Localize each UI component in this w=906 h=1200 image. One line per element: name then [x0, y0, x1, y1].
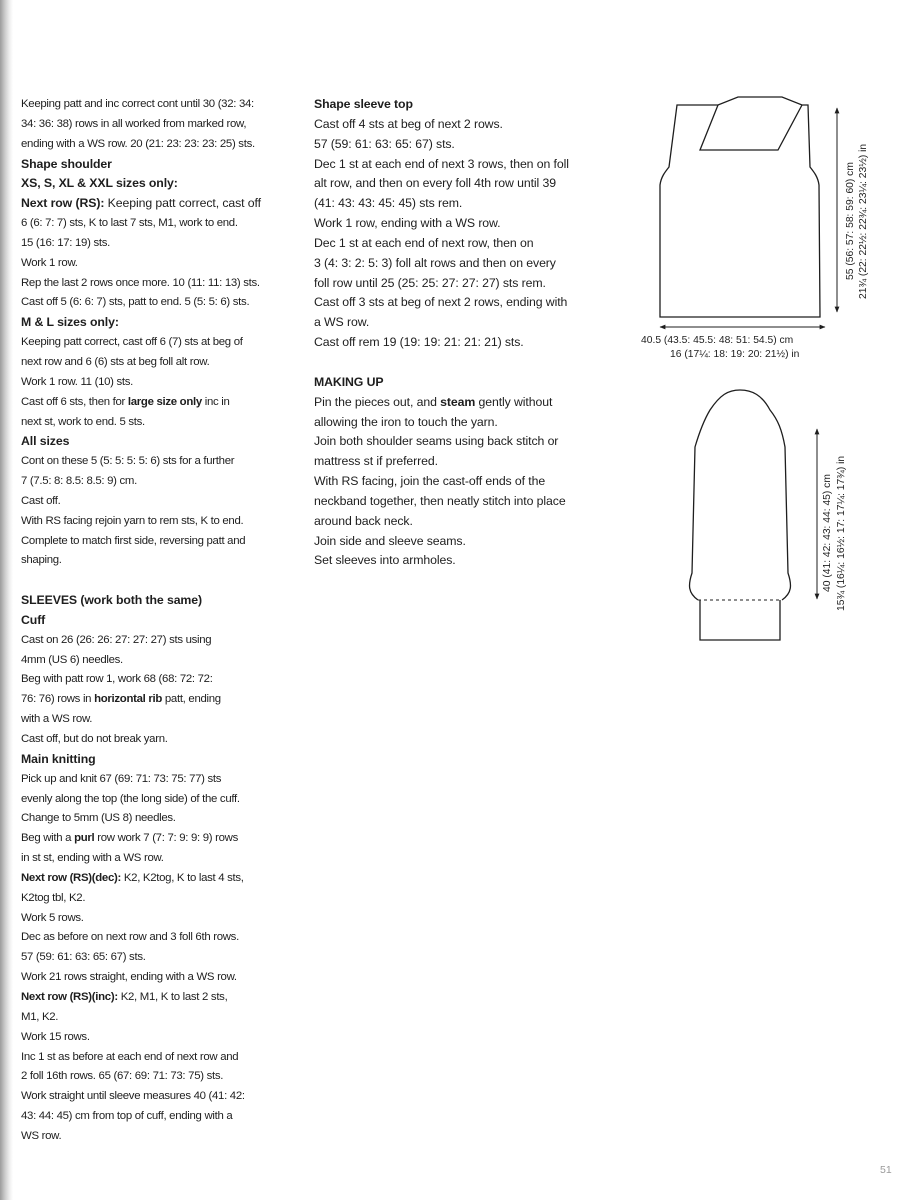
text-line: Rep the last 2 rows once more. 10 (11: 11: 13) sts.	[21, 276, 260, 289]
text-column-middle	[314, 95, 614, 571]
text-line: Keeping patt and inc correct cont until 30 (32: 34:	[21, 98, 254, 110]
all-sizes-heading: All sizes	[21, 434, 70, 449]
neckline	[700, 105, 802, 150]
text-line: Dec 1 st at each end of next 3 rows, then on foll	[314, 156, 569, 171]
next-row-inc-line	[21, 988, 299, 1008]
text-line: 57 (59: 61: 63: 65: 67) sts.	[314, 136, 455, 151]
text-line: allowing the iron to touch the yarn.	[314, 414, 498, 429]
text-span: Cast off 6 sts, then for	[21, 395, 128, 408]
page-number: 51	[880, 1164, 892, 1176]
sleeve-cap-and-body	[690, 390, 791, 600]
text-line: ending with a WS row. 20 (21: 23: 23: 23: 25) sts.	[21, 137, 255, 150]
next-row-inc-label: Next row (RS)(inc):	[21, 990, 118, 1003]
next-row-dec-line	[21, 869, 299, 889]
text-span: Beg with a	[21, 832, 75, 845]
shape-shoulder-heading: Shape shoulder	[21, 156, 112, 171]
text-line: WS row.	[21, 1129, 62, 1142]
text-line: next st, work to end. 5 sts.	[21, 415, 145, 428]
text-span: patt, ending	[162, 693, 221, 706]
text-line: Work 15 rows.	[21, 1030, 90, 1043]
shape-sleeve-top-heading: Shape sleeve top	[314, 97, 413, 111]
text-line: in st st, ending with a WS row.	[21, 852, 164, 865]
text-line: (41: 43: 43: 45: 45) sts rem.	[314, 196, 463, 211]
text-line: Pick up and knit 67 (69: 71: 73: 75: 77) sts	[21, 772, 222, 785]
text-line: 3 (4: 3: 2: 5: 3) foll alt rows and then on every	[314, 255, 556, 270]
text-line: Join side and sleeve seams.	[314, 533, 466, 548]
text-line: 15 (16: 17: 19) sts.	[21, 236, 110, 249]
text-line: Cast off 4 sts at beg of next 2 rows.	[314, 116, 503, 131]
text-line: Dec as before on next row and 3 foll 6th rows.	[21, 931, 239, 944]
steam-bold: steam	[440, 394, 476, 409]
sleeve-schematic	[680, 385, 860, 645]
text-line: M1, K2.	[21, 1010, 59, 1023]
text-line: Work 21 rows straight, ending with a WS row.	[21, 971, 237, 984]
text-line: Work straight until sleeve measures 40 (41: 42:	[21, 1090, 245, 1103]
body-schematic	[640, 92, 880, 367]
text-line: a WS row.	[314, 315, 370, 330]
text-span: 76: 76) rows in	[21, 693, 95, 706]
text-line: Join both shoulder seams using back stitch or	[314, 434, 559, 449]
text-line: foll row until 25 (25: 25: 27: 27: 27) sts rem.	[314, 275, 546, 290]
text-line: 43: 44: 45) cm from top of cuff, ending with a	[21, 1110, 233, 1123]
text-line: Keeping patt correct, cast off 6 (7) sts at beg of	[21, 336, 243, 349]
cuff-heading: Cuff	[21, 612, 46, 627]
m-l-heading: M & L sizes only:	[21, 315, 119, 330]
body-outline-svg	[640, 92, 880, 367]
text-column-left	[21, 95, 299, 1147]
cast-off-large-line	[21, 393, 299, 413]
text-line: 34: 36: 38) rows in all worked from marked row,	[21, 117, 247, 130]
text-line: Cast on 26 (26: 26: 27: 27: 27) sts using	[21, 633, 212, 646]
text-line: Change to 5mm (US 8) needles.	[21, 812, 176, 825]
horizontal-rib-line	[21, 690, 299, 710]
xs-s-xl-xxl-heading: XS, S, XL & XXL sizes only:	[21, 176, 178, 191]
text-line: with a WS row.	[21, 713, 93, 726]
text-line: Cast off 5 (6: 6: 7) sts, patt to end. 5 (5: 5: 6) sts.	[21, 296, 250, 309]
text-line: 57 (59: 61: 63: 65: 67) sts.	[21, 951, 146, 964]
sleeve-length-cm: 40 (41: 42: 43: 44: 45) cm	[822, 474, 833, 592]
steam-line	[314, 393, 614, 413]
text-line: around back neck.	[314, 513, 413, 528]
making-up-heading: MAKING UP	[314, 374, 384, 389]
text-line: With RS facing, join the cast-off ends of the	[314, 474, 546, 489]
text-line: Beg with patt row 1, work 68 (68: 72: 72:	[21, 673, 213, 686]
paragraph-gap	[314, 353, 614, 373]
text-line: alt row, and then on every foll 4th row until 39	[314, 176, 556, 191]
text-line: Cast off rem 19 (19: 19: 21: 21: 21) sts.	[314, 335, 524, 350]
paragraph-gap	[21, 571, 299, 591]
text-line: evenly along the top (the long side) of the cuff.	[21, 792, 240, 805]
text-line: 7 (7.5: 8: 8.5: 8.5: 9) cm.	[21, 475, 137, 488]
text-line: Work 1 row, ending with a WS row.	[314, 216, 501, 231]
text-line: Dec 1 st at each end of next row, then on	[314, 235, 534, 250]
text-span: inc in	[201, 395, 230, 408]
next-row-rs-label: Next row (RS):	[21, 196, 105, 211]
text-span: gently without	[475, 394, 553, 409]
body-outline	[660, 97, 820, 317]
text-line: neckband together, then neatly stitch into place	[314, 493, 566, 508]
body-width-cm: 40.5 (43.5: 45.5: 48: 51: 54.5) cm	[641, 335, 794, 346]
sleeve-length-in: 15¾ (16¼: 16½: 17: 17¼: 17¾) in	[836, 455, 847, 611]
text-line: shaping.	[21, 554, 62, 567]
horizontal-rib-bold: horizontal rib	[94, 693, 163, 706]
text-line: Inc 1 st as before at each end of next row and	[21, 1050, 239, 1063]
text-line: Cont on these 5 (5: 5: 5: 5: 6) sts for a further	[21, 455, 235, 468]
sleeves-heading: SLEEVES (work both the same)	[21, 593, 203, 608]
next-row-dec-label: Next row (RS)(dec):	[21, 871, 121, 884]
text-line: With RS facing rejoin yarn to rem sts, K to end.	[21, 514, 244, 527]
text-line: mattress st if preferred.	[314, 454, 438, 469]
large-size-only-bold: large size only	[127, 395, 202, 408]
text-line: Cast off.	[21, 494, 61, 507]
text-line: Cast off, but do not break yarn.	[21, 733, 168, 745]
text-line: Work 1 row.	[21, 256, 78, 269]
text-span: K2, K2tog, K to last 4 sts,	[121, 871, 244, 884]
text-line: K2tog tbl, K2.	[21, 891, 86, 904]
purl-bold: purl	[74, 832, 95, 845]
cuff-outline	[700, 600, 780, 640]
text-span: row work 7 (7: 7: 9: 9: 9) rows	[94, 832, 238, 845]
text-line: 4mm (US 6) needles.	[21, 653, 123, 666]
body-length-in: 21¾ (22: 22½: 22¾: 23¼: 23½) in	[858, 143, 869, 299]
text-span: Pin the pieces out, and	[314, 394, 441, 409]
text-line: 2 foll 16th rows. 65 (67: 69: 71: 73: 75) sts.	[21, 1070, 224, 1083]
main-knitting-heading: Main knitting	[21, 751, 96, 766]
text-line: Complete to match first side, reversing patt and	[21, 534, 246, 547]
text-line: Cast off 3 sts at beg of next 2 rows, ending with	[314, 295, 568, 310]
purl-row-line	[21, 829, 299, 849]
body-width-in: 16 (17¼: 18: 19: 20: 21½) in	[670, 349, 800, 360]
text-span: K2, M1, K to last 2 sts,	[117, 990, 228, 1003]
page-spine-shadow	[0, 0, 13, 1200]
body-length-cm: 55 (56: 57: 58: 59: 60) cm	[845, 162, 856, 280]
text-line: Work 1 row. 11 (10) sts.	[21, 375, 134, 388]
text-line: next row and 6 (6) sts at beg foll alt row.	[21, 355, 210, 368]
text-line: 6 (6: 7: 7) sts, K to last 7 sts, M1, work to end.	[21, 217, 238, 230]
text-line: Work 5 rows.	[21, 911, 84, 924]
next-row-rs-text: Keeping patt correct, cast off	[104, 196, 261, 211]
next-row-rs-line	[21, 194, 299, 214]
text-line: Set sleeves into armholes.	[314, 553, 456, 568]
